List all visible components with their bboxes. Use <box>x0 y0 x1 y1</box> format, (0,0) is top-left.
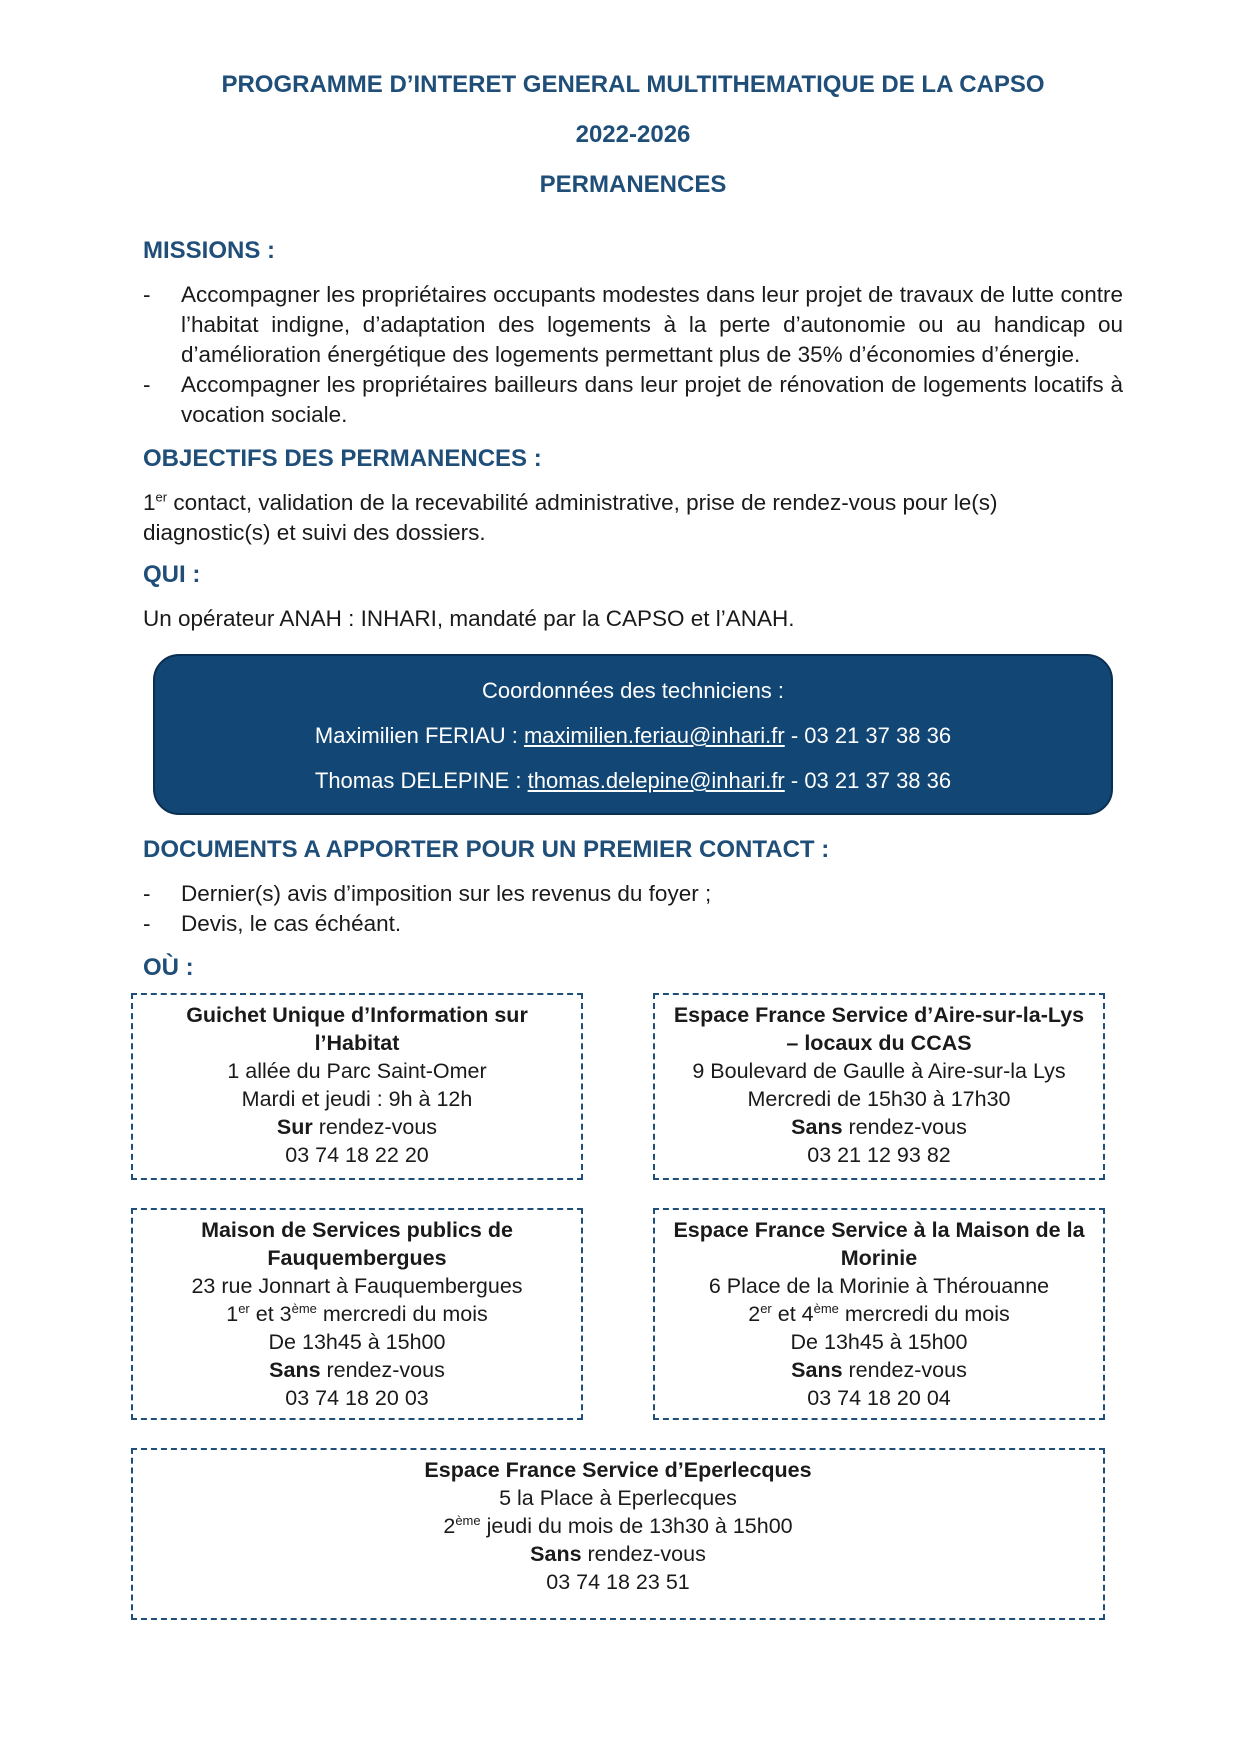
location-address: 6 Place de la Morinie à Thérouanne <box>708 1274 1050 1298</box>
location-address: 1 allée du Parc Saint-Omer <box>227 1059 487 1083</box>
location-phone: 03 74 18 22 20 <box>285 1143 429 1167</box>
contact-email-link[interactable]: maximilien.feriau@inhari.fr <box>523 723 785 748</box>
bullet-dash: - <box>143 911 151 936</box>
missions-list <box>143 280 1123 430</box>
location-rdv: Sans rendez-vous <box>791 1115 967 1139</box>
location-hours: De 13h45 à 15h00 <box>790 1330 968 1354</box>
list-item: - Accompagner les propriétaires bailleurs dans leur projet de rénovation de logements locatifs à vocation sociale. <box>143 372 1123 427</box>
location-phone: 03 21 12 93 82 <box>807 1143 951 1167</box>
location-address: 23 rue Jonnart à Fauquembergues <box>191 1274 523 1298</box>
location-schedule: Mardi et jeudi : 9h à 12h <box>241 1087 473 1111</box>
bullet-dash: - <box>143 881 151 906</box>
list-item: - Dernier(s) avis d’imposition sur les revenus du foyer ; <box>143 879 1123 909</box>
location-rdv: Sans rendez-vous <box>269 1358 445 1382</box>
location-rdv: Sur rendez-vous <box>276 1115 438 1139</box>
contacts-heading: Coordonnées des techniciens : <box>481 678 785 703</box>
contact-phone: - 03 21 37 38 36 <box>784 723 952 748</box>
document-years: 2022-2026 <box>575 121 691 148</box>
location-name: Guichet Unique d’Information sur l’Habitat <box>186 1003 528 1055</box>
location-box-fauquembergues <box>131 1208 583 1420</box>
location-box-guichet <box>131 993 583 1180</box>
location-name: Espace France Service d’Aire-sur-la-Lys – locaux du CCAS <box>673 1003 1085 1055</box>
objectifs-heading: OBJECTIFS DES PERMANENCES : <box>143 445 542 472</box>
bullet-dash: - <box>143 372 151 397</box>
contacts-box <box>153 654 1113 815</box>
documents-heading: DOCUMENTS A APPORTER POUR UN PREMIER CONTACT : <box>143 836 830 863</box>
contact-phone: - 03 21 37 38 36 <box>784 768 952 793</box>
location-box-morinie <box>653 1208 1105 1420</box>
ou-heading: OÙ : <box>143 954 194 981</box>
documents-list <box>143 879 1123 939</box>
qui-text: Un opérateur ANAH : INHARI, mandaté par la CAPSO et l’ANAH. <box>143 606 795 631</box>
location-box-eperlecques <box>131 1448 1105 1620</box>
location-address: 9 Boulevard de Gaulle à Aire-sur-la Lys <box>692 1059 1066 1083</box>
location-name: Espace France Service d’Eperlecques <box>424 1458 812 1482</box>
locations-grid <box>143 993 1123 1663</box>
list-item: - Devis, le cas échéant. <box>143 909 1123 939</box>
contact-name: Maximilien FERIAU : <box>314 723 524 748</box>
location-phone: 03 74 18 20 03 <box>285 1386 429 1410</box>
location-name: Maison de Services publics de Fauquembergues <box>201 1218 513 1270</box>
location-schedule: 2er et 4ème mercredi du mois <box>748 1300 1010 1326</box>
location-hours: De 13h45 à 15h00 <box>268 1330 446 1354</box>
location-phone: 03 74 18 23 51 <box>546 1570 690 1594</box>
bullet-dash: - <box>143 282 151 307</box>
document-page <box>143 70 1123 1663</box>
document-title: PROGRAMME D’INTERET GENERAL MULTITHEMATIQUE DE LA CAPSO <box>221 71 1045 98</box>
contact-name: Thomas DELEPINE : <box>314 768 528 793</box>
list-item: - Accompagner les propriétaires occupants modestes dans leur projet de travaux de lutte contre l’habitat indigne, d’adaptation des logements à la perte d’autonomie ou au handicap ou d’amélioration énergétique des logements permettant plus de 35% d’économies d’énergie. <box>143 282 1123 367</box>
location-address: 5 la Place à Eperlecques <box>499 1486 737 1510</box>
contact-row <box>155 758 1111 803</box>
document-subtitle: PERMANENCES <box>539 171 727 198</box>
contact-row <box>155 713 1111 758</box>
location-schedule: 2ème jeudi du mois de 13h30 à 15h00 <box>443 1512 793 1538</box>
location-schedule: 1er et 3ème mercredi du mois <box>226 1300 488 1326</box>
location-name: Espace France Service à la Maison de la Morinie <box>673 1218 1085 1270</box>
location-phone: 03 74 18 20 04 <box>807 1386 951 1410</box>
location-rdv: Sans rendez-vous <box>791 1358 967 1382</box>
location-box-aire-sur-la-lys <box>653 993 1105 1180</box>
qui-heading: QUI : <box>143 561 201 588</box>
contact-email-link[interactable]: thomas.delepine@inhari.fr <box>527 768 785 793</box>
missions-heading: MISSIONS : <box>143 237 276 264</box>
location-schedule: Mercredi de 15h30 à 17h30 <box>747 1087 1011 1111</box>
objectifs-text: 1er contact, validation de la recevabilité administrative, prise de rendez-vous pour le(s) diagnostic(s) et suivi des dossiers. <box>143 489 998 545</box>
location-rdv: Sans rendez-vous <box>530 1542 706 1566</box>
